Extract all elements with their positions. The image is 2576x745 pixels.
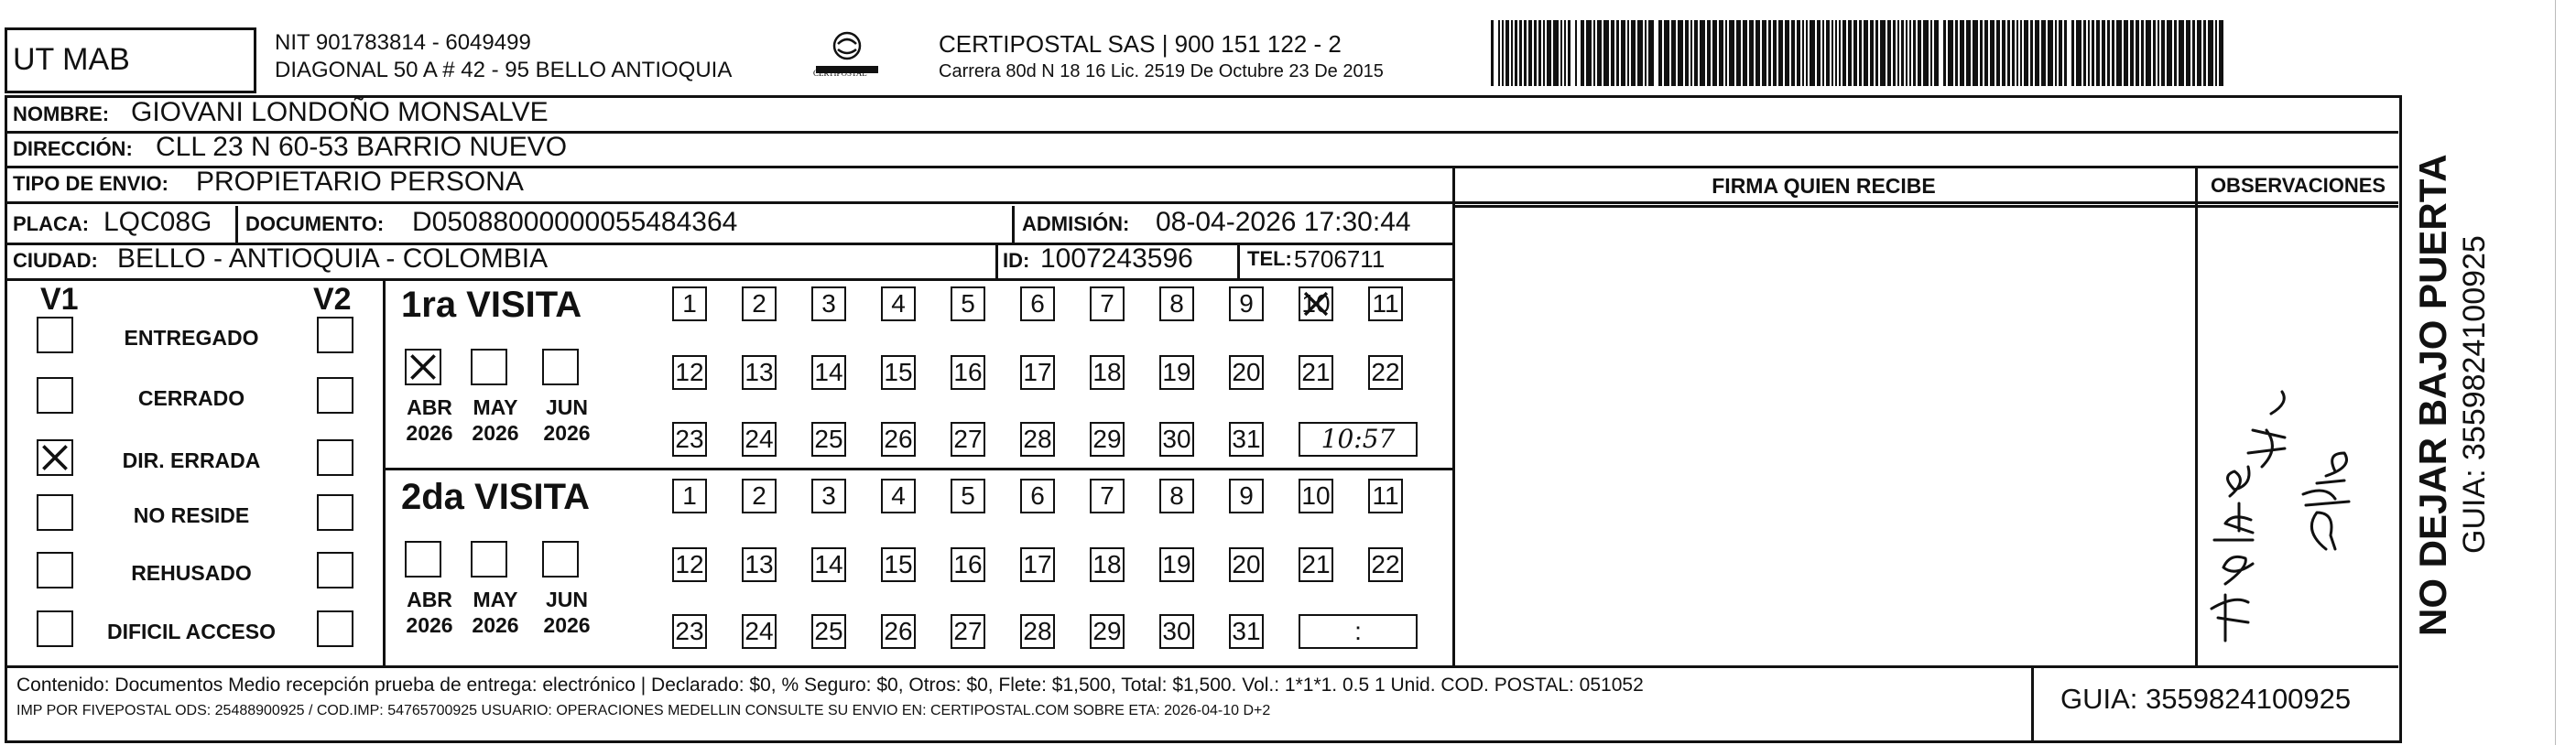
- status-option-label: ENTREGADO: [124, 326, 259, 350]
- barcode-bar: [1645, 20, 1647, 86]
- barcode-bar: [2055, 20, 2057, 86]
- col-line: [1452, 166, 1455, 665]
- barcode-bar: [1564, 20, 1566, 86]
- barcode-bar: [2130, 20, 2134, 86]
- barcode-bar: [2186, 20, 2190, 86]
- barcode-bar: [2024, 20, 2028, 86]
- barcode-bar: [1637, 20, 1643, 86]
- month-label: JUN 2026: [543, 588, 591, 637]
- day-box[interactable]: 28: [1020, 422, 1055, 457]
- status-option-label: CERRADO: [137, 386, 245, 410]
- v2-checkbox[interactable]: [317, 610, 353, 647]
- day-box[interactable]: 13: [742, 547, 777, 582]
- barcode-bar: [1729, 20, 1734, 86]
- barcode-bar: [1913, 20, 1916, 86]
- barcode-bar: [1511, 20, 1513, 86]
- barcode-bar: [1736, 20, 1741, 86]
- col-line: [2031, 665, 2034, 743]
- day-box[interactable]: 14: [811, 355, 846, 390]
- barcode-bar: [1685, 20, 1689, 86]
- barcode-bar: [2124, 20, 2128, 86]
- barcode-bar: [1848, 20, 1852, 86]
- day-box[interactable]: 7: [1090, 479, 1125, 513]
- nit: NIT 901783814 - 6049499: [275, 30, 531, 55]
- barcode-bar: [2002, 20, 2005, 86]
- visit-divider: [383, 468, 1454, 470]
- barcode-bar: [1621, 20, 1625, 86]
- day-box[interactable]: 12: [672, 355, 707, 390]
- direccion-value: CLL 23 N 60-53 BARRIO NUEVO: [156, 132, 568, 162]
- barcode-bar: [1839, 20, 1841, 86]
- barcode-bar: [1973, 20, 1978, 86]
- month-label: ABR 2026: [406, 395, 453, 445]
- day-box[interactable]: 24: [742, 614, 777, 649]
- col-header-line: [1452, 205, 2398, 208]
- ciudad-value: BELLO - ANTIOQUIA - COLOMBIA: [117, 243, 549, 274]
- status-option-label: DIFICIL ACCESO: [106, 620, 276, 643]
- day-box[interactable]: 6: [1020, 479, 1055, 513]
- side-warning: NO DEJAR BAJO PUERTA: [2411, 154, 2454, 636]
- barcode-bar: [1547, 20, 1551, 86]
- v2-header: V2: [313, 282, 352, 317]
- day-box[interactable]: 1: [672, 479, 707, 513]
- day-box[interactable]: 9: [1229, 286, 1264, 321]
- barcode-bar: [2012, 20, 2015, 86]
- month-checkbox[interactable]: [471, 349, 507, 385]
- barcode-bar: [1707, 20, 1711, 86]
- barcode-bar: [1725, 20, 1727, 86]
- day-box[interactable]: 12: [672, 547, 707, 582]
- v2-checkbox[interactable]: [317, 439, 353, 476]
- id-label: ID:: [1003, 249, 1030, 272]
- barcode-bar: [1611, 20, 1614, 86]
- barcode-bar: [1930, 20, 1932, 86]
- barcode-bar: [2064, 20, 2067, 86]
- sender-address: DIAGONAL 50 A # 42 - 95 BELLO ANTIOQUIA: [275, 58, 733, 82]
- day-box[interactable]: 16: [951, 547, 985, 582]
- v1-checkbox[interactable]: [37, 552, 73, 588]
- barcode-bar: [2016, 20, 2018, 86]
- barcode-bar: [2083, 20, 2086, 86]
- barcode-bar: [1880, 20, 1886, 86]
- day-box[interactable]: 24: [742, 422, 777, 457]
- barcode-bar: [2208, 20, 2213, 86]
- day-box[interactable]: 14: [811, 547, 846, 582]
- barcode-bar: [2096, 20, 2100, 86]
- barcode-bar: [2215, 20, 2217, 86]
- barcode-bar: [1791, 20, 1795, 86]
- barcode-bar: [2219, 20, 2223, 86]
- day-box[interactable]: 3: [811, 286, 846, 321]
- day-box[interactable]: 3: [811, 479, 846, 513]
- barcode-bar: [1515, 20, 1517, 86]
- month-checkbox[interactable]: [542, 349, 579, 385]
- barcode-bar: [1553, 20, 1559, 86]
- barcode-bar: [1797, 20, 1800, 86]
- placa-value: LQC08G: [103, 207, 212, 237]
- documento-value: D05088000000055484364: [412, 207, 738, 237]
- barcode-bar: [1980, 20, 1983, 86]
- barcode-bar: [1864, 20, 1868, 86]
- first-visit-title: 1ra VISITA: [401, 285, 582, 325]
- day-box[interactable]: 19: [1159, 355, 1194, 390]
- barcode-bar: [2076, 20, 2081, 86]
- day-box[interactable]: 17: [1020, 547, 1055, 582]
- carrier-name: CERTIPOSTAL SAS | 900 151 122 - 2: [939, 30, 1342, 58]
- day-box[interactable]: 1: [672, 286, 707, 321]
- row-line: [5, 665, 2398, 668]
- firma-header: FIRMA QUIEN RECIBE: [1712, 174, 1936, 198]
- barcode-bar: [1955, 20, 1958, 86]
- time-box[interactable]: 10:57: [1299, 422, 1418, 457]
- side-guia: GUIA: 3559824100925: [2457, 235, 2492, 554]
- v2-checkbox[interactable]: [317, 494, 353, 531]
- handwritten-observation: [2198, 293, 2399, 659]
- barcode-bar: [2141, 20, 2144, 86]
- barcode-bar: [1694, 20, 1698, 86]
- right-edge-line: [2555, 0, 2556, 745]
- barcode-bar: [1960, 20, 1964, 86]
- barcode-bar: [1560, 20, 1562, 86]
- barcode-bar: [1984, 20, 1988, 86]
- day-box[interactable]: 28: [1020, 614, 1055, 649]
- barcode-bar: [2116, 20, 2122, 86]
- barcode-bar: [2161, 20, 2165, 86]
- day-box[interactable]: 31: [1229, 422, 1264, 457]
- day-box[interactable]: 6: [1020, 286, 1055, 321]
- day-box[interactable]: 26: [881, 422, 916, 457]
- barcode-bar: [1893, 20, 1896, 86]
- barcode-bar: [2071, 20, 2074, 86]
- day-box[interactable]: 27: [951, 614, 985, 649]
- day-box[interactable]: 11: [1368, 479, 1403, 513]
- barcode-bar: [1853, 20, 1857, 86]
- nombre-label: NOMBRE:: [13, 103, 110, 125]
- ciudad-label: CIUDAD:: [13, 249, 98, 272]
- col-line: [1237, 243, 1240, 278]
- barcode-bar: [2136, 20, 2139, 86]
- barcode-bar: [2192, 20, 2195, 86]
- barcode-bar: [1700, 20, 1705, 86]
- barcode-bar: [2197, 20, 2201, 86]
- v1-checkbox[interactable]: [37, 494, 73, 531]
- month-label: MAY 2026: [472, 395, 519, 445]
- barcode-bar: [1597, 20, 1602, 86]
- day-box[interactable]: 29: [1090, 614, 1125, 649]
- day-box[interactable]: 17: [1020, 355, 1055, 390]
- tel-value: 5706711: [1294, 245, 1386, 273]
- barcode-bar: [1519, 20, 1522, 86]
- barcode-bar: [1773, 20, 1777, 86]
- day-box[interactable]: 23: [672, 614, 707, 649]
- col-line: [995, 243, 998, 278]
- tipo-label: TIPO DE ENVIO:: [13, 172, 168, 195]
- day-box[interactable]: 11: [1368, 286, 1403, 321]
- day-box[interactable]: 22: [1368, 355, 1403, 390]
- day-box[interactable]: 2: [742, 479, 777, 513]
- v1-checkbox[interactable]: [37, 439, 73, 476]
- col-line: [1012, 206, 1015, 243]
- day-box[interactable]: 18: [1090, 547, 1125, 582]
- barcode-bar: [2107, 20, 2110, 86]
- tel-label: TEL:: [1247, 247, 1292, 270]
- day-box[interactable]: 27: [951, 422, 985, 457]
- barcode-bar: [1671, 20, 1676, 86]
- direccion-label: DIRECCIÓN:: [13, 137, 133, 160]
- day-box[interactable]: 23: [672, 422, 707, 457]
- day-box[interactable]: 20: [1229, 547, 1264, 582]
- day-box[interactable]: 26: [881, 614, 916, 649]
- barcode-bar: [1603, 20, 1609, 86]
- barcode-bar: [1822, 20, 1824, 86]
- day-box[interactable]: 2: [742, 286, 777, 321]
- barcode-bar: [1934, 20, 1939, 86]
- barcode-bar: [1875, 20, 1878, 86]
- barcode-bar: [1502, 20, 1504, 86]
- barcode-bar: [1768, 20, 1771, 86]
- footer-contents: Contenido: Documentos Medio recepción prueba de entrega: electrónico | Declarado: $0, % Seguro: $0, Otros: $0, Flete: $1,500, Total: $1,500. Vol.: 1*1*1. 0.5 1 Unid. COD. POSTAL: 051052: [16, 675, 1644, 696]
- barcode-bar: [1491, 20, 1494, 86]
- barcode-bar: [2112, 20, 2114, 86]
- status-option-label: REHUSADO: [131, 561, 252, 585]
- barcode-bar: [2179, 20, 2184, 86]
- observaciones-header: OBSERVACIONES: [2210, 174, 2386, 197]
- day-box[interactable]: 5: [951, 479, 985, 513]
- month-label: JUN 2026: [543, 395, 591, 445]
- day-box[interactable]: 13: [742, 355, 777, 390]
- barcode-bar: [1538, 20, 1541, 86]
- barcode-bar: [2203, 20, 2206, 86]
- col-line: [235, 206, 238, 243]
- day-box[interactable]: 20: [1229, 355, 1264, 390]
- barcode-bar: [1897, 20, 1899, 86]
- v2-checkbox[interactable]: [317, 552, 353, 588]
- barcode-bar: [1996, 20, 2000, 86]
- barcode-bar: [1906, 20, 1908, 86]
- footer-guia: GUIA: 3559824100925: [2060, 683, 2352, 715]
- day-box[interactable]: 25: [811, 422, 846, 457]
- barcode-bar: [1870, 20, 1874, 86]
- barcode-bar: [1966, 20, 1971, 86]
- col-line: [383, 278, 386, 665]
- month-checkbox[interactable]: [405, 349, 441, 385]
- barcode-bar: [1534, 20, 1537, 86]
- documento-label: DOCUMENTO:: [245, 212, 385, 235]
- barcode-bar: [2041, 20, 2046, 86]
- day-box[interactable]: 15: [881, 547, 916, 582]
- barcode-bar: [2153, 20, 2156, 86]
- placa-label: PLACA:: [13, 212, 90, 235]
- logo-text: CERTIPOSTAL: [813, 69, 867, 78]
- barcode-bar: [2092, 20, 2094, 86]
- barcode-bar: [1528, 20, 1532, 86]
- v1-checkbox[interactable]: [37, 610, 73, 647]
- day-box[interactable]: 10: [1299, 479, 1333, 513]
- barcode-bar: [1505, 20, 1509, 86]
- day-box[interactable]: 10: [1299, 286, 1333, 321]
- month-checkbox[interactable]: [471, 541, 507, 578]
- day-box[interactable]: 21: [1299, 547, 1333, 582]
- day-box[interactable]: 16: [951, 355, 985, 390]
- barcode-bar: [1831, 20, 1833, 86]
- barcode-bar: [1586, 20, 1592, 86]
- barcode-bar: [1664, 20, 1669, 86]
- barcode-bar: [2048, 20, 2053, 86]
- tipo-value: PROPIETARIO PERSONA: [196, 167, 524, 197]
- barcode-bar: [1923, 20, 1929, 86]
- barcode-bar: [1749, 20, 1754, 86]
- barcode-bar: [2158, 20, 2159, 86]
- v2-checkbox[interactable]: [317, 377, 353, 414]
- barcode-bar: [2007, 20, 2010, 86]
- barcode-bar: [2088, 20, 2090, 86]
- time-box[interactable]: :: [1299, 614, 1418, 649]
- company-name: UT MAB: [13, 42, 130, 77]
- barcode-bar: [1859, 20, 1862, 86]
- barcode: [1491, 20, 2223, 86]
- status-option-label: DIR. ERRADA: [122, 448, 261, 472]
- barcode-bar: [1943, 20, 1946, 86]
- barcode-bar: [1627, 20, 1629, 86]
- month-checkbox[interactable]: [405, 541, 441, 578]
- barcode-bar: [1842, 20, 1846, 86]
- barcode-bar: [1802, 20, 1804, 86]
- barcode-bar: [1543, 20, 1545, 86]
- barcode-bar: [1948, 20, 1953, 86]
- barcode-bar: [1778, 20, 1783, 86]
- barcode-bar: [1918, 20, 1921, 86]
- barcode-bar: [2102, 20, 2105, 86]
- day-box[interactable]: 19: [1159, 547, 1194, 582]
- barcode-bar: [1631, 20, 1636, 86]
- status-option-label: NO RESIDE: [133, 503, 250, 527]
- day-box[interactable]: 9: [1229, 479, 1264, 513]
- month-label: ABR 2026: [406, 588, 453, 637]
- day-box[interactable]: 18: [1090, 355, 1125, 390]
- id-value: 1007243596: [1040, 243, 1193, 274]
- footer-print-info: IMP POR FIVEPOSTAL ODS: 25488900925 / COD.IMP: 54765700925 USUARIO: OPERACIONES MEDELLIN CONSULTE SU ENVIO EN: CERTIPOSTAL.COM SOBRE ETA: 2026-04-10 D+2: [16, 703, 1271, 718]
- barcode-bar: [1690, 20, 1692, 86]
- day-box[interactable]: 5: [951, 286, 985, 321]
- barcode-bar: [1575, 20, 1577, 86]
- barcode-bar: [1568, 20, 1571, 86]
- barcode-bar: [1581, 20, 1584, 86]
- second-visit-title: 2da VISITA: [401, 477, 590, 517]
- barcode-bar: [1743, 20, 1747, 86]
- day-box[interactable]: 25: [811, 614, 846, 649]
- day-box[interactable]: 8: [1159, 286, 1194, 321]
- barcode-bar: [2035, 20, 2039, 86]
- barcode-bar: [2167, 20, 2172, 86]
- barcode-bar: [1678, 20, 1683, 86]
- month-checkbox[interactable]: [542, 541, 579, 578]
- day-box[interactable]: 21: [1299, 355, 1333, 390]
- barcode-bar: [1755, 20, 1760, 86]
- day-box[interactable]: 4: [881, 479, 916, 513]
- day-box[interactable]: 29: [1090, 422, 1125, 457]
- row-line: [5, 278, 1455, 281]
- barcode-bar: [1762, 20, 1766, 86]
- barcode-bar: [1593, 20, 1595, 86]
- carrier-license: Carrera 80d N 18 16 Lic. 2519 De Octubre 23 De 2015: [939, 61, 1384, 81]
- v2-checkbox[interactable]: [317, 317, 353, 353]
- barcode-bar: [1719, 20, 1723, 86]
- barcode-bar: [1826, 20, 1830, 86]
- barcode-bar: [2174, 20, 2177, 86]
- month-label: MAY 2026: [472, 588, 519, 637]
- barcode-bar: [1524, 20, 1527, 86]
- barcode-bar: [2020, 20, 2022, 86]
- day-box[interactable]: 8: [1159, 479, 1194, 513]
- nombre-value: GIOVANI LONDOÑO MONSALVE: [131, 97, 549, 127]
- barcode-bar: [1806, 20, 1808, 86]
- barcode-bar: [1817, 20, 1821, 86]
- barcode-bar: [2146, 20, 2151, 86]
- v1-header: V1: [40, 282, 79, 317]
- barcode-bar: [1712, 20, 1717, 86]
- day-box[interactable]: 4: [881, 286, 916, 321]
- day-box[interactable]: 22: [1368, 547, 1403, 582]
- barcode-bar: [2030, 20, 2033, 86]
- barcode-bar: [1990, 20, 1994, 86]
- day-box[interactable]: 15: [881, 355, 916, 390]
- v1-checkbox[interactable]: [37, 377, 73, 414]
- day-box[interactable]: 30: [1159, 614, 1194, 649]
- admision-label: ADMISIÓN:: [1022, 212, 1130, 235]
- day-box[interactable]: 31: [1229, 614, 1264, 649]
- barcode-bar: [1785, 20, 1789, 86]
- day-box[interactable]: 30: [1159, 422, 1194, 457]
- barcode-bar: [1901, 20, 1904, 86]
- day-box[interactable]: 7: [1090, 286, 1125, 321]
- admision-value: 08-04-2026 17:30:44: [1156, 207, 1411, 237]
- barcode-bar: [1909, 20, 1911, 86]
- barcode-bar: [1810, 20, 1815, 86]
- barcode-bar: [2059, 20, 2062, 86]
- v1-checkbox[interactable]: [37, 317, 73, 353]
- barcode-bar: [1835, 20, 1837, 86]
- barcode-bar: [1498, 20, 1500, 86]
- row-line: [5, 201, 2398, 204]
- barcode-bar: [1648, 20, 1654, 86]
- barcode-bar: [1887, 20, 1891, 86]
- barcode-bar: [1616, 20, 1619, 86]
- barcode-bar: [1658, 20, 1662, 86]
